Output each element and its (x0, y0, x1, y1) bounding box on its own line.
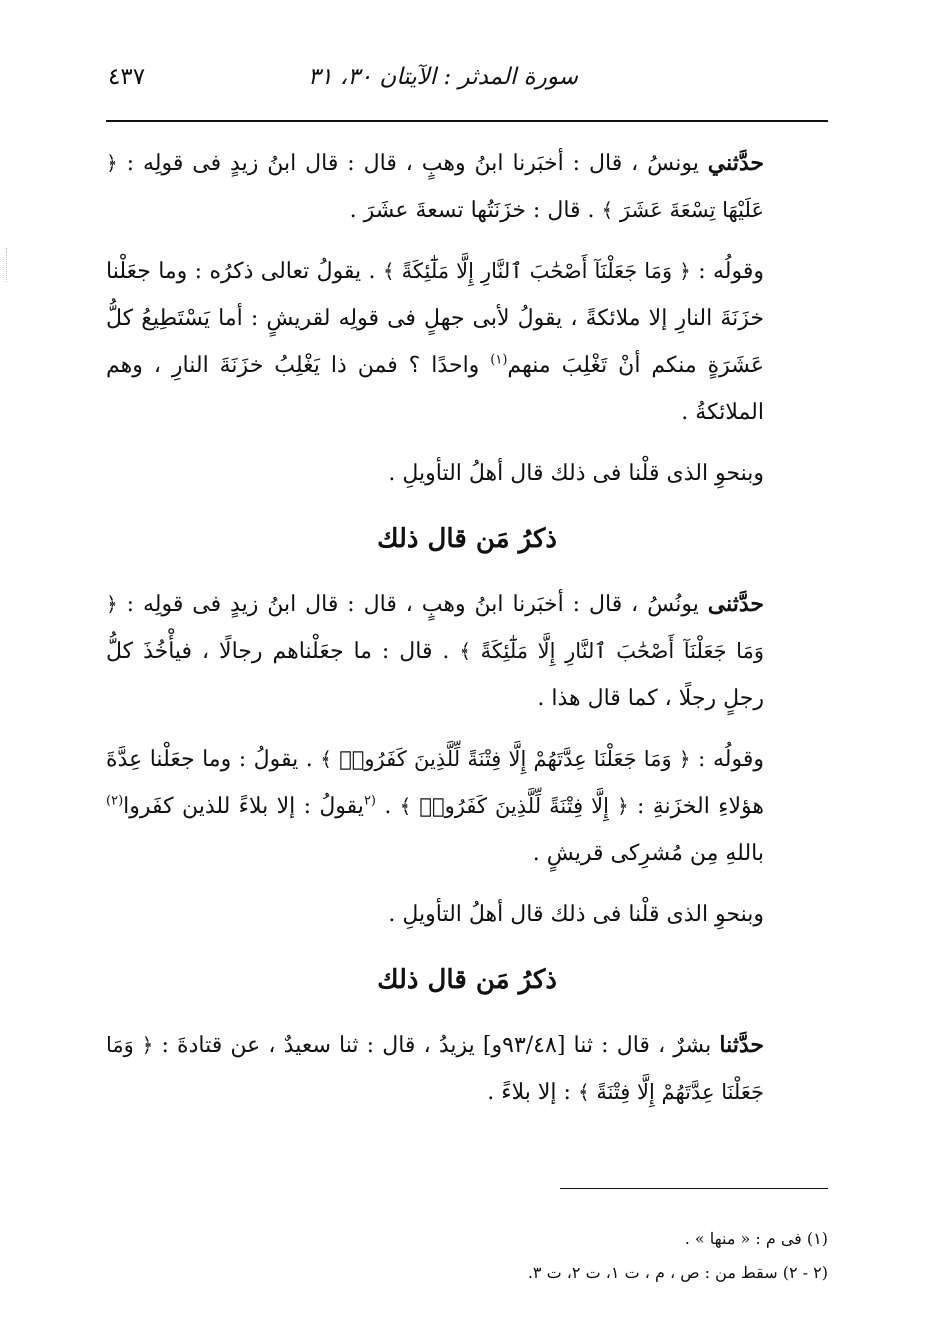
quran-verse: وَمَا جَعَلْنَا عِدَّتَهُمْ إِلَّا فِتْنَةً لِّلَّذِينَ كَفَرُوا۟ (332, 747, 679, 771)
paragraph-text: : إلا بلاءً . (487, 1080, 578, 1105)
paragraph-text: يقولُ : إلا بلاءً للذين كفَروا (123, 794, 364, 819)
running-header (106, 62, 828, 118)
quran-verse: إِلَّا فِتْنَةً لِّلَّذِينَ كَفَرُوا۟ (411, 794, 617, 818)
ornate-brace-open: ﴿ (678, 747, 691, 771)
paragraph-text: بشرٌ ، قال : ثنا [٩٣/٤٨و] يزيدُ ، قال : ثنا سعيدٌ ، عن قتادةَ : (153, 1033, 720, 1058)
ornate-brace-close: ﴾ (399, 794, 412, 818)
footnotes (106, 1222, 828, 1290)
paragraph-text: وبنحوِ الذى قلْنا فى ذلك قال أهلُ التأويلِ . (388, 461, 764, 486)
section-heading: ذكرُ مَن قال ذلك (377, 524, 557, 554)
ornate-brace-open: ﴿ (616, 794, 629, 818)
paragraph-7 (106, 1022, 828, 1116)
paragraph-text: . يقولُ تعالى ذكرُه : وما جعَلْنا خزَنَةَ النارِ إلا ملائكةً ، يقولُ لأبى جهلٍ فى قولِه لقريشٍ : أما يَسْتَطِيعُ كلُّ عَشَرَةٍ منكم أنْ تَغْلِبَ منهم (106, 259, 765, 378)
paragraph-3 (106, 450, 828, 497)
header-rule (106, 120, 828, 122)
ornate-brace-open: ﴿ (106, 592, 118, 616)
footnote-rule (560, 1188, 828, 1189)
main-text (106, 140, 828, 1130)
quran-verse: وَمَا جَعَلْنَآ أَصْحَٰبَ ٱلنَّارِ إِلَّا مَلَٰٓئِكَةً (471, 639, 764, 663)
paragraph-text: يونُسُ ، قال : أخبَرنا ابنُ وهبٍ ، قال : قال ابنُ زيدٍ فى قولِه : (117, 592, 708, 617)
quran-verse: وَمَا جَعَلْنَا عِدَّتَهُمْ إِلَّا فِتْنَةً (106, 1033, 764, 1104)
paragraph-2 (106, 248, 828, 436)
page-number: ٤٣٧ (108, 64, 146, 90)
paragraph-5 (106, 736, 828, 877)
ornate-brace-close: ﴾ (577, 1080, 590, 1104)
paragraph-1 (106, 140, 828, 234)
ornate-brace-close: ﴾ (601, 198, 614, 222)
narration-lead: حدَّثني (707, 150, 764, 176)
paragraph-text: . يقولُ : وما جعَلْنا عِدَّةَ هؤلاءِ الخزَنةِ : (106, 747, 765, 819)
paragraph-text: يونسُ ، قال : أخبَرنا ابنُ وهبٍ ، قال : قال ابنُ زيدٍ فى قولِه : (117, 151, 708, 176)
ornate-brace-close: ﴾ (382, 259, 395, 283)
footnote-1: (١) فى م : « منها » . (684, 1229, 828, 1248)
ornate-brace-close: ﴾ (320, 747, 332, 771)
footnote-reference: (٢ (363, 793, 376, 809)
narration-lead: حدَّثنا (719, 1032, 764, 1058)
section-heading: ذكرُ مَن قال ذلك (377, 965, 557, 995)
ornate-brace-close: ﴾ (459, 639, 472, 663)
paragraph-text: واحدًا ؟ فمن ذا يَغْلِبُ خزَنَةَ النارِ ، وهم الملائكةُ . (106, 353, 764, 425)
paragraph-text: . قال : خزَنَتُها تسعةَ عشَرَ . (349, 198, 602, 223)
ornate-brace-open: ﴿ (106, 151, 118, 175)
ornate-brace-open: ﴿ (679, 259, 691, 283)
ornate-brace-open: ﴿ (141, 1033, 154, 1057)
paragraph-text: باللهِ مِن مُشرِكى قريشٍ . (532, 841, 764, 866)
paragraph-text: . (376, 794, 400, 819)
paragraph-text: وقولُه : (690, 259, 764, 284)
paragraph-6 (106, 891, 828, 938)
footnote-2: (٢ - ٢) سقط من : ص ، م ، ت ١، ت ٢، ت ٣. (527, 1263, 828, 1282)
quran-verse: وَمَا جَعَلْنَآ أَصْحَٰبَ ٱلنَّارِ إِلَّا مَلَٰٓئِكَةً (394, 259, 680, 283)
paragraph-text: . قال : ما جعَلْناهم رجالًا ، فيأْخُذَ كلُّ رجلٍ رجلًا ، كما قال هذا . (106, 639, 764, 711)
paragraph-4 (106, 581, 828, 722)
footnote-reference: (١) (490, 352, 508, 368)
surah-title: سورة المدثر : الآيتان ٣٠، ٣١ (307, 64, 578, 90)
narration-lead: حدَّثنى (707, 591, 764, 617)
paragraph-text: وقولُه : (690, 747, 764, 772)
footnote-reference: (٢) (106, 793, 124, 809)
paragraph-text: وبنحوِ الذى قلْنا فى ذلك قال أهلُ التأويلِ . (388, 902, 764, 927)
margin-mark (6, 248, 9, 282)
quran-verse: عَلَيْهَا تِسْعَةَ عَشَرَ (613, 198, 764, 222)
